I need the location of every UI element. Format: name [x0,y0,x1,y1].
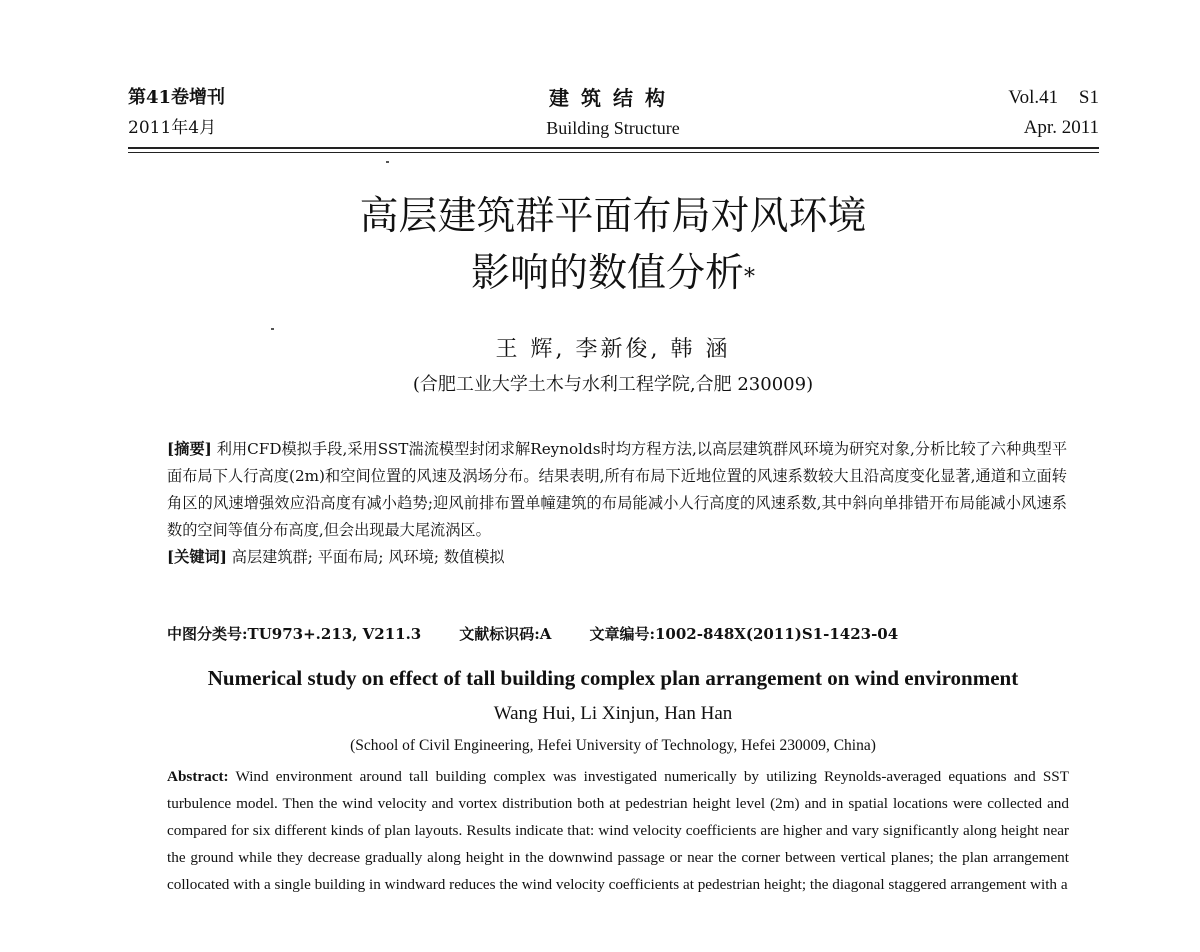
document-code: 文献标识码:A [459,625,552,643]
keywords-cn-label: [关键词] [167,548,227,566]
clc-number: 中图分类号:TU973+.213, V211.3 [167,625,422,643]
keywords-cn-text: 高层建筑群; 平面布局; 风环境; 数值模拟 [231,548,505,566]
paper-title-en: Numerical study on effect of tall building complex plan arrangement on wind environment [207,666,1019,690]
title-footnote-mark: * [744,265,755,290]
abstract-en-text: Wind environment around tall building complex was investigated numerically by utilizing Reynolds-averaged equations and SST turbulence model. Then the wind velocity and vortex distribution both at pedestrian height level (2m) and in spatial locations were collected and compared for six different kinds of plan layouts. Results indicate that: wind velocity coefficients are higher and vary significantly along height near the ground while they decrease gradually along height in the downwind passage or near the corner between vertical planes; the plan arrangement collocated with a single building in windward reduces the wind velocity coefficients at pedestrian height; the diagonal staggered arrangement with a [167,768,1069,893]
header-rule-thin [128,152,1099,153]
journal-title-cn: 建筑结构 [549,86,677,110]
paper-title-line2-text: 影响的数值分析 [470,251,744,296]
article-number: 文章编号:1002-848X(2011)S1-1423-04 [589,625,899,643]
abstract-cn-text: 利用CFD模拟手段,采用SST湍流模型封闭求解Reynolds时均方程方法,以高层建筑群风环境为研究对象,分析比较了六种典型平面布局下人行高度(2m)和空间位置的风速及涡场分布。结果表明,所有布局下近地位置的风速系数较大且沿高度变化显著,通道和立面转角区的风速增强效应沿高度有减小趋势;迎风前排布置单幢建筑的布局能减小人行高度的风速系数,其中斜向单排错开布局能减小风速系数的空间等值分布高度,但会出现最大尾流涡区。 [167,440,1068,539]
keywords-cn [167,544,1067,571]
affiliation-en: (School of Civil Engineering, Hefei University of Technology, Hefei 230009, China) [350,737,876,754]
affiliation-cn: (合肥工业大学土木与水利工程学院,合肥 230009) [412,374,814,395]
header-volume-en: Vol.41 S1 [1008,87,1099,108]
paper-title-line1: 高层建筑群平面布局对风环境 [359,194,867,239]
scan-speck [386,161,389,163]
header-date-cn: 2011年4月 [128,118,217,138]
abstract-en-label: Abstract: [167,768,229,785]
header-rule-thick [128,147,1099,149]
header-volume-cn: 第41卷增刊 [128,87,226,108]
authors-cn: 王 辉, 李新俊, 韩 涵 [495,337,731,362]
paper-title-line2 [0,250,1200,298]
classification-line [167,623,936,644]
header-date-en: Apr. 2011 [1023,117,1099,138]
abstract-en [167,763,1069,898]
scan-speck [271,328,274,330]
abstract-cn-block [167,436,1067,571]
authors-en: Wang Hui, Li Xinjun, Han Han [493,703,733,724]
abstract-cn [167,436,1067,544]
journal-title-en: Building Structure [546,118,680,138]
abstract-cn-label: [摘要] [167,440,212,458]
